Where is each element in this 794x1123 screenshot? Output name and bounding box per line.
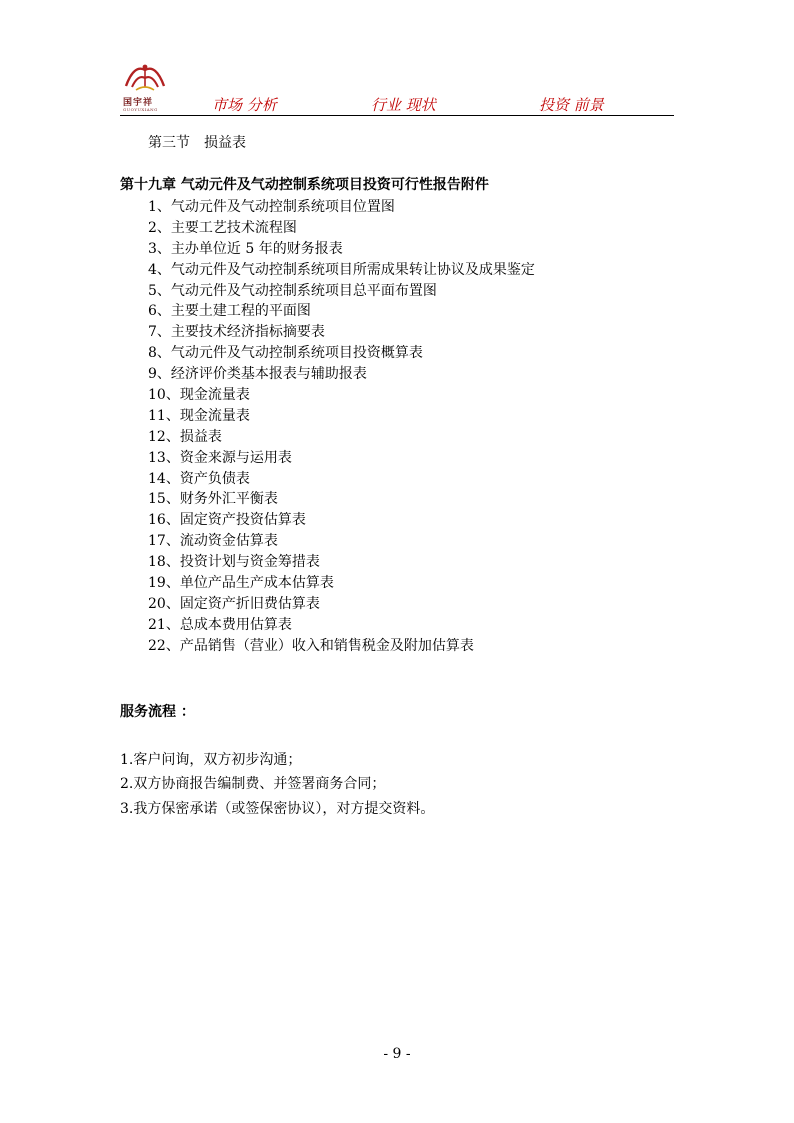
header-nav-investment-outlook: 投资 前景 xyxy=(539,96,604,114)
list-item: 14、资产负债表 xyxy=(148,470,250,487)
list-item: 6、主要土建工程的平面图 xyxy=(148,303,311,320)
list-item: 1、气动元件及气动控制系统项目位置图 xyxy=(148,199,395,215)
section-heading: 第三节 损益表 xyxy=(148,135,246,151)
list-item: 8、气动元件及气动控制系统项目投资概算表 xyxy=(148,345,423,362)
list-item: 15、财务外汇平衡表 xyxy=(148,491,278,508)
page-header xyxy=(120,58,674,116)
service-step: 1.客户问询，双方初步沟通； xyxy=(120,752,302,768)
logo-subtext: GUOYUXIANG xyxy=(123,107,158,112)
list-item: 5、气动元件及气动控制系统项目总平面布置图 xyxy=(148,282,437,299)
service-process-title: 服务流程 ： xyxy=(120,704,195,720)
list-item: 22、产品销售（营业）收入和销售税金及附加估算表 xyxy=(148,637,474,654)
list-item: 16、固定资产投资估算表 xyxy=(148,512,306,529)
list-item: 3、主办单位近 5 年的财务报表 xyxy=(148,240,343,257)
header-nav-industry-status: 行业 现状 xyxy=(371,96,436,114)
list-item: 19、单位产品生产成本估算表 xyxy=(148,575,334,592)
service-step: 2.双方协商报告编制费、并签署商务合同； xyxy=(120,776,386,792)
list-item: 12、损益表 xyxy=(148,428,222,445)
list-item: 20、固定资产折旧费估算表 xyxy=(148,595,320,612)
list-item: 7、主要技术经济指标摘要表 xyxy=(148,324,325,341)
list-item: 4、气动元件及气动控制系统项目所需成果转让协议及成果鉴定 xyxy=(148,261,535,278)
header-divider xyxy=(120,115,674,116)
page-number: - 9 - xyxy=(383,1046,411,1062)
list-item: 9、经济评价类基本报表与辅助报表 xyxy=(148,366,367,383)
company-logo xyxy=(120,60,170,112)
logo-text: 国宇祥 xyxy=(123,98,154,108)
list-item: 13、资金来源与运用表 xyxy=(148,449,292,466)
list-item: 11、现金流量表 xyxy=(148,407,250,424)
list-item: 18、投资计划与资金筹措表 xyxy=(148,554,320,571)
list-item: 2、主要工艺技术流程图 xyxy=(148,219,297,236)
logo-emblem-icon xyxy=(120,60,170,94)
chapter-heading: 第十九章 气动元件及气动控制系统项目投资可行性报告附件 xyxy=(120,177,489,193)
header-nav-market-analysis: 市场 分析 xyxy=(212,96,277,114)
appendix-list xyxy=(148,197,535,657)
list-item: 10、现金流量表 xyxy=(148,387,250,404)
list-item: 17、流动资金估算表 xyxy=(148,533,278,550)
service-step: 3.我方保密承诺（或签保密协议），对方提交资料。 xyxy=(120,801,435,817)
list-item: 21、总成本费用估算表 xyxy=(148,616,292,633)
